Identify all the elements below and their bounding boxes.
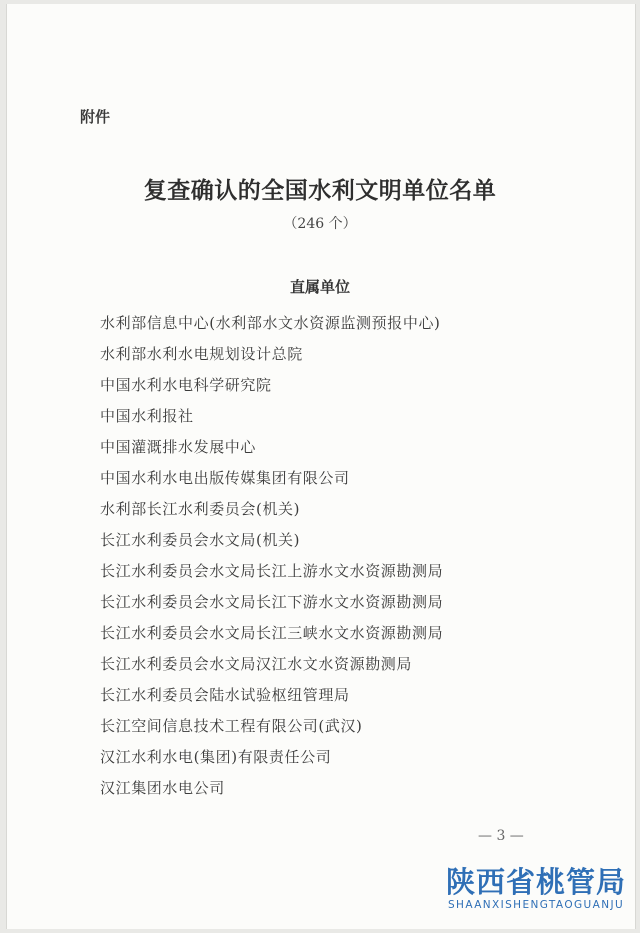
watermark-pinyin: SHAANXISHENGTAOGUANJU bbox=[447, 899, 625, 911]
unit-item: 长江水利委员会水文局长江下游水文水资源勘测局 bbox=[100, 593, 444, 611]
unit-list bbox=[100, 308, 443, 804]
unit-item: 汉江水利水电(集团)有限责任公司 bbox=[100, 748, 332, 766]
unit-item: 中国水利报社 bbox=[100, 407, 194, 425]
unit-item: 长江水利委员会水文局长江上游水文水资源勘测局 bbox=[100, 562, 444, 580]
unit-item: 长江水利委员会水文局(机关) bbox=[100, 531, 301, 549]
unit-item: 水利部信息中心(水利部水文水资源监测预报中心) bbox=[100, 314, 441, 332]
watermark bbox=[446, 866, 626, 912]
unit-item: 中国水利水电出版传媒集团有限公司 bbox=[100, 469, 350, 487]
unit-item: 长江水利委员会水文局汉江水文水资源勘测局 bbox=[100, 655, 413, 673]
unit-item: 汉江集团水电公司 bbox=[100, 779, 225, 797]
document-title: 复查确认的全国水利文明单位名单 bbox=[143, 177, 497, 204]
unit-item: 长江水利委员会陆水试验枢纽管理局 bbox=[100, 686, 350, 704]
unit-item: 长江水利委员会水文局长江三峡水文水资源勘测局 bbox=[100, 624, 444, 642]
watermark-name: 陕西省桃管局 bbox=[445, 865, 626, 899]
unit-item: 中国水利水电科学研究院 bbox=[100, 376, 272, 394]
unit-item: 水利部长江水利委员会(机关) bbox=[100, 500, 301, 518]
section-heading: 直属单位 bbox=[289, 278, 350, 296]
unit-item: 水利部水利水电规划设计总院 bbox=[100, 345, 303, 363]
attachment-label: 附件 bbox=[80, 108, 111, 126]
unit-item: 长江空间信息技术工程有限公司(武汉) bbox=[100, 717, 363, 735]
unit-count: （246 个） bbox=[283, 216, 357, 232]
page-number: — 3 — bbox=[478, 828, 524, 844]
unit-item: 中国灌溉排水发展中心 bbox=[100, 438, 257, 456]
